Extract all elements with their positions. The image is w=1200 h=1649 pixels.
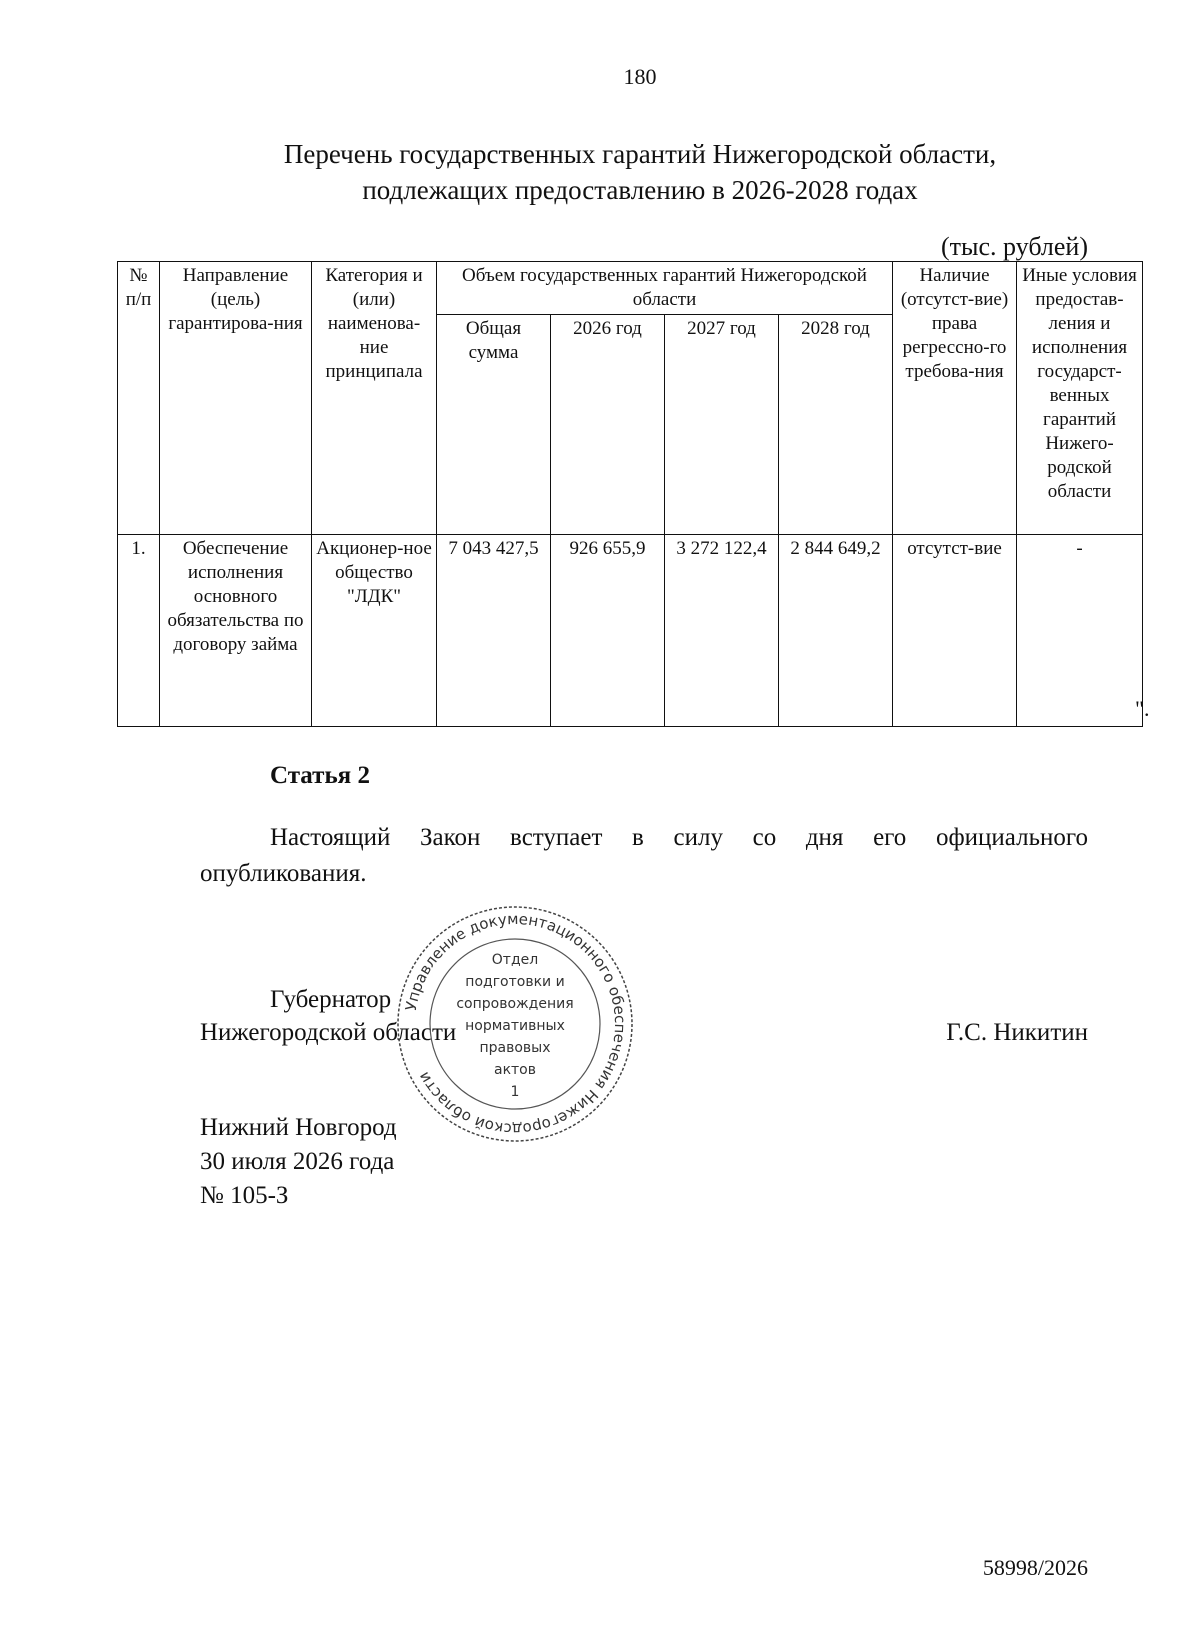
header-direction: Направление (цель) гарантирова-ния (160, 262, 312, 535)
governor-title-line-2: Нижегородской области (200, 1019, 457, 1046)
table-row (118, 535, 1143, 727)
article-paragraph (200, 820, 1088, 892)
stamp-line-5: правовых (479, 1040, 551, 1056)
row-category: Акционер-ное общество "ЛДК" (312, 535, 437, 727)
stamp-line-2: подготовки и (465, 974, 565, 990)
row-2026: 926 655,9 (551, 535, 665, 727)
header-total: Общая сумма (437, 315, 551, 535)
row-regress: отсутст-вие (893, 535, 1017, 727)
date: 30 июля 2026 года (200, 1148, 395, 1175)
law-number: № 105-З (200, 1182, 289, 1209)
header-num: № п/п (118, 262, 160, 535)
row-direction: Обеспечение исполнения основного обязательства по договору займа (160, 535, 312, 727)
header-regress: Наличие (отсутст-вие) права регрессно-го требова-ния (893, 262, 1017, 535)
registration-number: 58998/2026 (982, 1555, 1088, 1580)
page-number: 180 (623, 64, 657, 89)
row-2027: 3 272 122,4 (665, 535, 779, 727)
official-stamp (395, 904, 635, 1144)
article-text-line-1: Настоящий Закон вступает в силу со дня его официального (270, 824, 1088, 851)
place-date-block (200, 1111, 397, 1213)
article-heading: Статья 2 (270, 762, 370, 789)
stamp-line-4: нормативных (465, 1018, 565, 1034)
row-num: 1. (118, 535, 160, 727)
signer-name: Г.С. Никитин (946, 1019, 1088, 1046)
header-category: Категория и (или) наименова-ние принципала (312, 262, 437, 535)
row-other-conditions: - (1017, 535, 1143, 727)
document-title (200, 136, 1080, 208)
header-2028: 2028 год (779, 315, 893, 535)
stamp-ring-text: Управление документационного обеспечения Нижегородской области (401, 909, 630, 1139)
units-label: (тыс. рублей) (940, 232, 1088, 261)
stamp-line-3: сопровождения (456, 996, 574, 1012)
title-line-2: подлежащих предоставлению в 2026-2028 годах (362, 175, 918, 205)
header-volume-group: Объем государственных гарантий Нижегородской области (437, 262, 893, 315)
row-2028: 2 844 649,2 (779, 535, 893, 727)
title-line-1: Перечень государственных гарантий Нижегородской области, (283, 139, 997, 169)
header-2026: 2026 год (551, 315, 665, 535)
header-other-conditions: Иные условия предостав-ления и исполнения государст-венных гарантий Нижего-родской области (1017, 262, 1143, 535)
governor-title-line-1: Губернатор (270, 986, 392, 1013)
closing-quote-mark: ". (1135, 696, 1150, 721)
header-2027: 2027 год (665, 315, 779, 535)
guarantees-table (117, 261, 1143, 727)
stamp-line-6: актов (493, 1062, 537, 1078)
article-text-line-2: опубликования. (200, 860, 367, 887)
stamp-number: 1 (510, 1084, 520, 1100)
stamp-line-1: Отдел (491, 952, 539, 968)
row-total: 7 043 427,5 (437, 535, 551, 727)
place: Нижний Новгород (200, 1114, 397, 1141)
